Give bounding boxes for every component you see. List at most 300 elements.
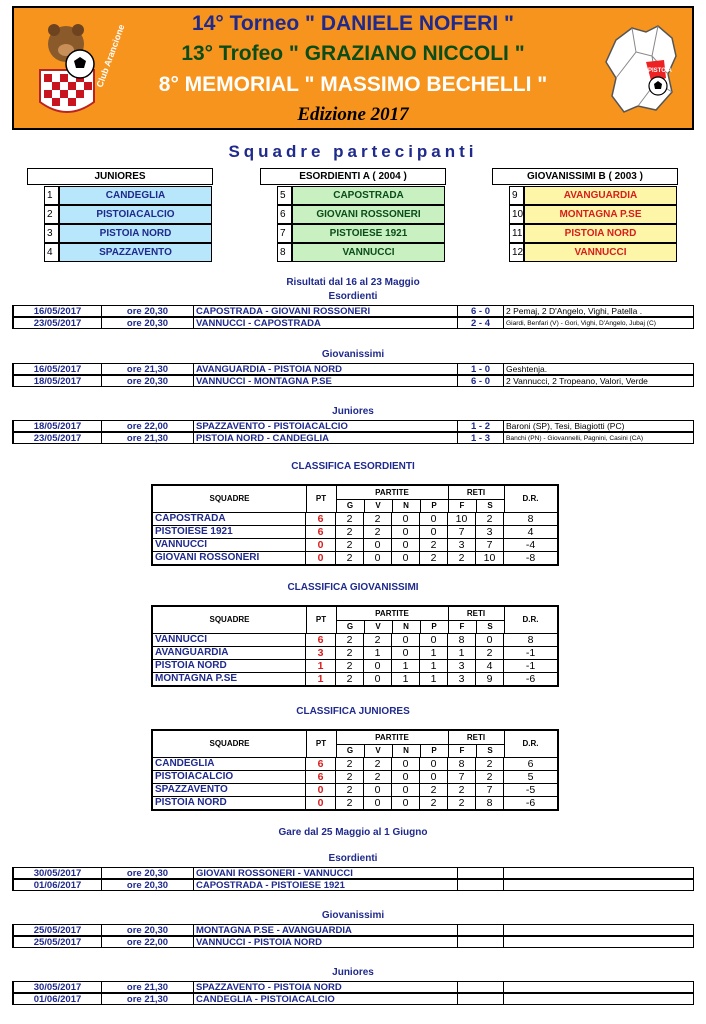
match-scorers	[504, 867, 694, 879]
standing-f: 7	[448, 770, 476, 783]
team-number: 3	[44, 224, 59, 243]
team-number: 10	[509, 205, 524, 224]
standing-p: 2	[420, 783, 448, 796]
standing-team: VANNUCCI	[153, 633, 306, 646]
match-row	[12, 936, 694, 948]
team-name: PISTOIESE 1921	[292, 224, 445, 243]
match-score	[458, 993, 504, 1005]
standing-p: 0	[420, 633, 448, 646]
standing-dr: 4	[504, 525, 557, 538]
standing-row	[153, 672, 557, 685]
team-number: 12	[509, 243, 524, 262]
standing-p: 0	[420, 512, 448, 525]
match-scorers	[504, 879, 694, 891]
standing-points: 0	[306, 551, 336, 564]
match-scorers: Geshtenja.	[504, 363, 694, 375]
match-scorers	[504, 993, 694, 1005]
match-score	[458, 981, 504, 993]
header-pt: PT	[315, 739, 327, 748]
match-date: 16/05/2017	[12, 305, 102, 317]
match-time: ore 21,30	[102, 432, 194, 444]
standing-points: 6	[306, 770, 336, 783]
standing-team: MONTAGNA P.SE	[153, 672, 306, 685]
fixtures-esordienti-label: Esordienti	[328, 853, 378, 864]
standing-table	[151, 729, 559, 811]
standing-v: 2	[364, 525, 392, 538]
grid-line	[504, 731, 505, 757]
header-squadre: SQUADRE	[209, 739, 250, 748]
team-number: 6	[277, 205, 292, 224]
participants-title: Squadre partecipanti	[228, 142, 478, 161]
match-scorers: Baroni (SP), Tesi, Biagiotti (PC)	[504, 420, 694, 432]
team-name: GIOVANI ROSSONERI	[292, 205, 445, 224]
standing-p: 1	[420, 646, 448, 659]
grid-line	[336, 744, 504, 745]
standing-dr: 8	[504, 633, 557, 646]
standing-f: 8	[448, 633, 476, 646]
standing-f: 2	[448, 796, 476, 809]
standing-team: PISTOIESE 1921	[153, 525, 306, 538]
standing-team: PISTOIA NORD	[153, 796, 306, 809]
standing-s: 7	[476, 538, 504, 551]
group-header: JUNIORES	[27, 168, 213, 185]
team-name: PISTOIACALCIO	[59, 205, 212, 224]
standing-f: 3	[448, 659, 476, 672]
standing-dr: -8	[504, 551, 557, 564]
pistoia-map-icon	[602, 22, 682, 118]
standing-points: 6	[306, 757, 336, 770]
match-row	[12, 993, 694, 1005]
team-number: 5	[277, 186, 292, 205]
standing-row	[153, 525, 557, 538]
grid-line	[476, 499, 477, 512]
grid-line	[364, 499, 365, 512]
standing-g: 2	[336, 770, 364, 783]
header-dr: D.R.	[522, 494, 539, 503]
match-score: 2 - 4	[458, 317, 504, 329]
standing-row	[153, 659, 557, 672]
standing-p: 2	[420, 796, 448, 809]
standing-dr: 8	[504, 512, 557, 525]
match-date: 18/05/2017	[12, 375, 102, 387]
grid-line	[306, 607, 307, 633]
standing-table	[151, 484, 559, 566]
logo-left-text: Club Arancione	[94, 23, 127, 89]
match-row	[12, 375, 694, 387]
match-date: 01/06/2017	[12, 993, 102, 1005]
standing-g: 2	[336, 796, 364, 809]
header-dr: D.R.	[522, 739, 539, 748]
team-number: 11	[509, 224, 524, 243]
match-score: 1 - 0	[458, 363, 504, 375]
match-row	[12, 420, 694, 432]
match-time: ore 20,30	[102, 305, 194, 317]
match-teams: SPAZZAVENTO - PISTOIA NORD	[194, 981, 458, 993]
match-teams: AVANGUARDIA - PISTOIA NORD	[194, 363, 458, 375]
header-s: S	[487, 746, 493, 755]
standing-row	[153, 757, 557, 770]
header-v: V	[375, 501, 381, 510]
standing-n: 0	[392, 633, 420, 646]
standing-dr: -6	[504, 796, 557, 809]
header-reti: RETI	[466, 488, 486, 497]
team-name: PISTOIA NORD	[59, 224, 212, 243]
match-scorers: 2 Vannucci, 2 Tropeano, Valori, Verde	[504, 375, 694, 387]
match-row	[12, 924, 694, 936]
header-n: N	[403, 622, 409, 631]
standing-dr: -5	[504, 783, 557, 796]
grid-line	[504, 607, 505, 633]
standing-table	[151, 605, 559, 687]
grid-line	[392, 744, 393, 757]
match-teams: VANNUCCI - PISTOIA NORD	[194, 936, 458, 948]
team-entry	[277, 205, 445, 224]
standing-row	[153, 633, 557, 646]
grid-line	[306, 731, 307, 757]
standing-s: 9	[476, 672, 504, 685]
standing-points: 6	[306, 633, 336, 646]
team-name: AVANGUARDIA	[524, 186, 677, 205]
standing-n: 0	[392, 551, 420, 564]
standing-g: 2	[336, 659, 364, 672]
team-entry	[44, 224, 212, 243]
standing-p: 0	[420, 770, 448, 783]
match-time: ore 22,00	[102, 420, 194, 432]
match-time: ore 21,30	[102, 363, 194, 375]
standing-dr: -4	[504, 538, 557, 551]
team-number: 9	[509, 186, 524, 205]
standing-g: 2	[336, 646, 364, 659]
header-pt: PT	[315, 615, 327, 624]
header-dr: D.R.	[522, 615, 539, 624]
team-name: SPAZZAVENTO	[59, 243, 212, 262]
standing-n: 1	[392, 672, 420, 685]
standing-f: 1	[448, 646, 476, 659]
header-g: G	[346, 501, 354, 510]
fixtures-title: Gare dal 25 Maggio al 1 Giugno	[278, 827, 428, 838]
standing-p: 0	[420, 757, 448, 770]
standing-v: 1	[364, 646, 392, 659]
header-n: N	[403, 501, 409, 510]
standing-f: 7	[448, 525, 476, 538]
header-partite: PARTITE	[375, 609, 409, 618]
match-row	[12, 305, 694, 317]
club-arancione-logo-icon	[36, 22, 127, 122]
standing-row	[153, 646, 557, 659]
team-entry	[44, 205, 212, 224]
match-time: ore 20,30	[102, 879, 194, 891]
standing-f: 8	[448, 757, 476, 770]
team-number: 2	[44, 205, 59, 224]
standing-v: 0	[364, 783, 392, 796]
standing-points: 6	[306, 525, 336, 538]
header-v: V	[375, 746, 381, 755]
standing-v: 2	[364, 633, 392, 646]
standing-team: CAPOSTRADA	[153, 512, 306, 525]
header-reti: RETI	[466, 609, 486, 618]
standing-s: 3	[476, 525, 504, 538]
header-partite: PARTITE	[375, 488, 409, 497]
standing-row	[153, 512, 557, 525]
standing-title: CLASSIFICA JUNIORES	[296, 706, 410, 717]
standing-p: 2	[420, 551, 448, 564]
standing-s: 2	[476, 757, 504, 770]
standing-dr: 6	[504, 757, 557, 770]
header-f: F	[459, 622, 465, 631]
standing-f: 3	[448, 538, 476, 551]
standing-n: 0	[392, 538, 420, 551]
match-teams: SPAZZAVENTO - PISTOIACALCIO	[194, 420, 458, 432]
standing-points: 0	[306, 796, 336, 809]
header-pt: PT	[315, 494, 327, 503]
standing-v: 2	[364, 512, 392, 525]
match-scorers: Banchi (PN) - Giovannelli, Pagnini, Casini (CA)	[504, 432, 694, 444]
team-entry	[509, 186, 677, 205]
standing-points: 0	[306, 538, 336, 551]
standing-g: 2	[336, 783, 364, 796]
standing-team: GIOVANI ROSSONERI	[153, 551, 306, 564]
grid-line	[364, 620, 365, 633]
header-partite: PARTITE	[375, 733, 409, 742]
match-teams: VANNUCCI - CAPOSTRADA	[194, 317, 458, 329]
team-name: PISTOIA NORD	[524, 224, 677, 243]
match-row	[12, 432, 694, 444]
standing-dr: -1	[504, 659, 557, 672]
standing-team: PISTOIA NORD	[153, 659, 306, 672]
standing-row	[153, 783, 557, 796]
standing-g: 2	[336, 672, 364, 685]
match-time: ore 20,30	[102, 317, 194, 329]
logo-right-text: PISTOIA	[648, 68, 672, 74]
match-scorers: 2 Pemaj, 2 D'Angelo, Vighi, Patella .	[504, 305, 694, 317]
match-date: 30/05/2017	[12, 867, 102, 879]
header-squadre: SQUADRE	[209, 615, 250, 624]
standing-team: VANNUCCI	[153, 538, 306, 551]
match-score: 1 - 3	[458, 432, 504, 444]
match-scorers	[504, 924, 694, 936]
standing-dr: -6	[504, 672, 557, 685]
trophy-title: 13° Trofeo " GRAZIANO NICCOLI "	[181, 42, 525, 65]
header-p: P	[431, 622, 437, 631]
grid-line	[336, 620, 504, 621]
team-entry	[509, 205, 677, 224]
match-score	[458, 867, 504, 879]
standing-n: 0	[392, 525, 420, 538]
team-number: 7	[277, 224, 292, 243]
match-time: ore 21,30	[102, 981, 194, 993]
standing-v: 0	[364, 672, 392, 685]
standing-v: 0	[364, 659, 392, 672]
standing-p: 1	[420, 672, 448, 685]
fixtures-giovanissimi-label: Giovanissimi	[321, 910, 385, 921]
standing-f: 2	[448, 551, 476, 564]
header-reti: RETI	[466, 733, 486, 742]
match-score	[458, 879, 504, 891]
match-date: 16/05/2017	[12, 363, 102, 375]
standing-n: 0	[392, 796, 420, 809]
header-s: S	[487, 622, 493, 631]
standing-row	[153, 770, 557, 783]
grid-line	[392, 499, 393, 512]
match-row	[12, 879, 694, 891]
grid-line	[504, 486, 505, 512]
standing-v: 0	[364, 551, 392, 564]
standing-v: 0	[364, 796, 392, 809]
standing-title: CLASSIFICA GIOVANISSIMI	[287, 582, 419, 593]
team-entry	[44, 186, 212, 205]
grid-line	[476, 744, 477, 757]
standing-g: 2	[336, 538, 364, 551]
grid-line	[336, 499, 504, 500]
team-entry	[44, 243, 212, 262]
standing-dr: 5	[504, 770, 557, 783]
match-scorers	[504, 936, 694, 948]
standing-n: 0	[392, 646, 420, 659]
grid-line	[476, 620, 477, 633]
tournament-title: 14° Torneo " DANIELE NOFERI "	[192, 12, 514, 35]
standing-s: 2	[476, 512, 504, 525]
standing-p: 1	[420, 659, 448, 672]
standing-title: CLASSIFICA ESORDIENTI	[291, 461, 415, 472]
standing-team: AVANGUARDIA	[153, 646, 306, 659]
match-score	[458, 924, 504, 936]
standing-points: 0	[306, 783, 336, 796]
header-p: P	[431, 501, 437, 510]
team-name: MONTAGNA P.SE	[524, 205, 677, 224]
match-time: ore 21,30	[102, 993, 194, 1005]
header-n: N	[403, 746, 409, 755]
grid-line	[420, 499, 421, 512]
match-teams: CANDEGLIA - PISTOIACALCIO	[194, 993, 458, 1005]
match-date: 01/06/2017	[12, 879, 102, 891]
match-teams: VANNUCCI - MONTAGNA P.SE	[194, 375, 458, 387]
grid-line	[420, 744, 421, 757]
header-squadre: SQUADRE	[209, 494, 250, 503]
match-teams: CAPOSTRADA - GIOVANI ROSSONERI	[194, 305, 458, 317]
standing-f: 3	[448, 672, 476, 685]
match-teams: MONTAGNA P.SE - AVANGUARDIA	[194, 924, 458, 936]
standing-f: 10	[448, 512, 476, 525]
match-row	[12, 867, 694, 879]
match-time: ore 20,30	[102, 924, 194, 936]
header-g: G	[346, 746, 354, 755]
standing-g: 2	[336, 757, 364, 770]
match-teams: PISTOIA NORD - CANDEGLIA	[194, 432, 458, 444]
match-scorers	[504, 981, 694, 993]
standing-n: 0	[392, 512, 420, 525]
standing-points: 1	[306, 659, 336, 672]
team-name: VANNUCCI	[292, 243, 445, 262]
match-date: 18/05/2017	[12, 420, 102, 432]
team-name: CANDEGLIA	[59, 186, 212, 205]
grid-line	[420, 620, 421, 633]
team-entry	[277, 224, 445, 243]
match-time: ore 20,30	[102, 375, 194, 387]
match-date: 25/05/2017	[12, 924, 102, 936]
memorial-title: 8° MEMORIAL " MASSIMO BECHELLI "	[158, 73, 548, 96]
standing-n: 0	[392, 757, 420, 770]
match-date: 23/05/2017	[12, 317, 102, 329]
standing-s: 8	[476, 796, 504, 809]
standing-row	[153, 551, 557, 564]
team-number: 8	[277, 243, 292, 262]
grid-line	[392, 620, 393, 633]
match-score: 1 - 2	[458, 420, 504, 432]
results-title: Risultati dal 16 al 23 Maggio	[286, 277, 420, 288]
header-s: S	[487, 501, 493, 510]
results-giovanissimi-label: Giovanissimi	[321, 349, 385, 360]
match-row	[12, 317, 694, 329]
standing-points: 3	[306, 646, 336, 659]
standing-points: 6	[306, 512, 336, 525]
standing-s: 2	[476, 770, 504, 783]
grid-line	[364, 744, 365, 757]
standing-s: 4	[476, 659, 504, 672]
team-entry	[509, 224, 677, 243]
standing-p: 2	[420, 538, 448, 551]
standing-s: 10	[476, 551, 504, 564]
standing-n: 1	[392, 659, 420, 672]
header-f: F	[459, 746, 465, 755]
match-scorers: Giardi, Benfari (V) - Gori, Vighi, D'Angelo, Jubaj (C)	[504, 317, 694, 329]
match-row	[12, 363, 694, 375]
standing-p: 0	[420, 525, 448, 538]
match-date: 30/05/2017	[12, 981, 102, 993]
results-juniores-label: Juniores	[332, 406, 374, 417]
team-entry	[509, 243, 677, 262]
header-v: V	[375, 622, 381, 631]
results-esordienti-label: Esordienti	[328, 291, 378, 302]
team-name: CAPOSTRADA	[292, 186, 445, 205]
team-entry	[277, 186, 445, 205]
standing-n: 0	[392, 783, 420, 796]
standing-v: 2	[364, 770, 392, 783]
standing-team: PISTOIACALCIO	[153, 770, 306, 783]
standing-s: 7	[476, 783, 504, 796]
standing-team: CANDEGLIA	[153, 757, 306, 770]
standing-g: 2	[336, 525, 364, 538]
team-entry	[277, 243, 445, 262]
standing-v: 2	[364, 757, 392, 770]
standing-g: 2	[336, 551, 364, 564]
standing-n: 0	[392, 770, 420, 783]
standing-g: 2	[336, 633, 364, 646]
group-header: GIOVANISSIMI B ( 2003 )	[492, 168, 678, 185]
standing-s: 0	[476, 633, 504, 646]
match-score: 6 - 0	[458, 375, 504, 387]
standing-row	[153, 796, 557, 809]
team-number: 1	[44, 186, 59, 205]
match-date: 25/05/2017	[12, 936, 102, 948]
match-teams: CAPOSTRADA - PISTOIESE 1921	[194, 879, 458, 891]
standing-dr: -1	[504, 646, 557, 659]
group-header: ESORDIENTI A ( 2004 )	[260, 168, 446, 185]
standing-s: 2	[476, 646, 504, 659]
match-score	[458, 936, 504, 948]
standing-team: SPAZZAVENTO	[153, 783, 306, 796]
match-date: 23/05/2017	[12, 432, 102, 444]
header-f: F	[459, 501, 465, 510]
standing-row	[153, 538, 557, 551]
standing-g: 2	[336, 512, 364, 525]
grid-line	[306, 486, 307, 512]
match-score: 6 - 0	[458, 305, 504, 317]
team-number: 4	[44, 243, 59, 262]
standing-v: 0	[364, 538, 392, 551]
match-teams: GIOVANI ROSSONERI - VANNUCCI	[194, 867, 458, 879]
header-p: P	[431, 746, 437, 755]
standing-points: 1	[306, 672, 336, 685]
